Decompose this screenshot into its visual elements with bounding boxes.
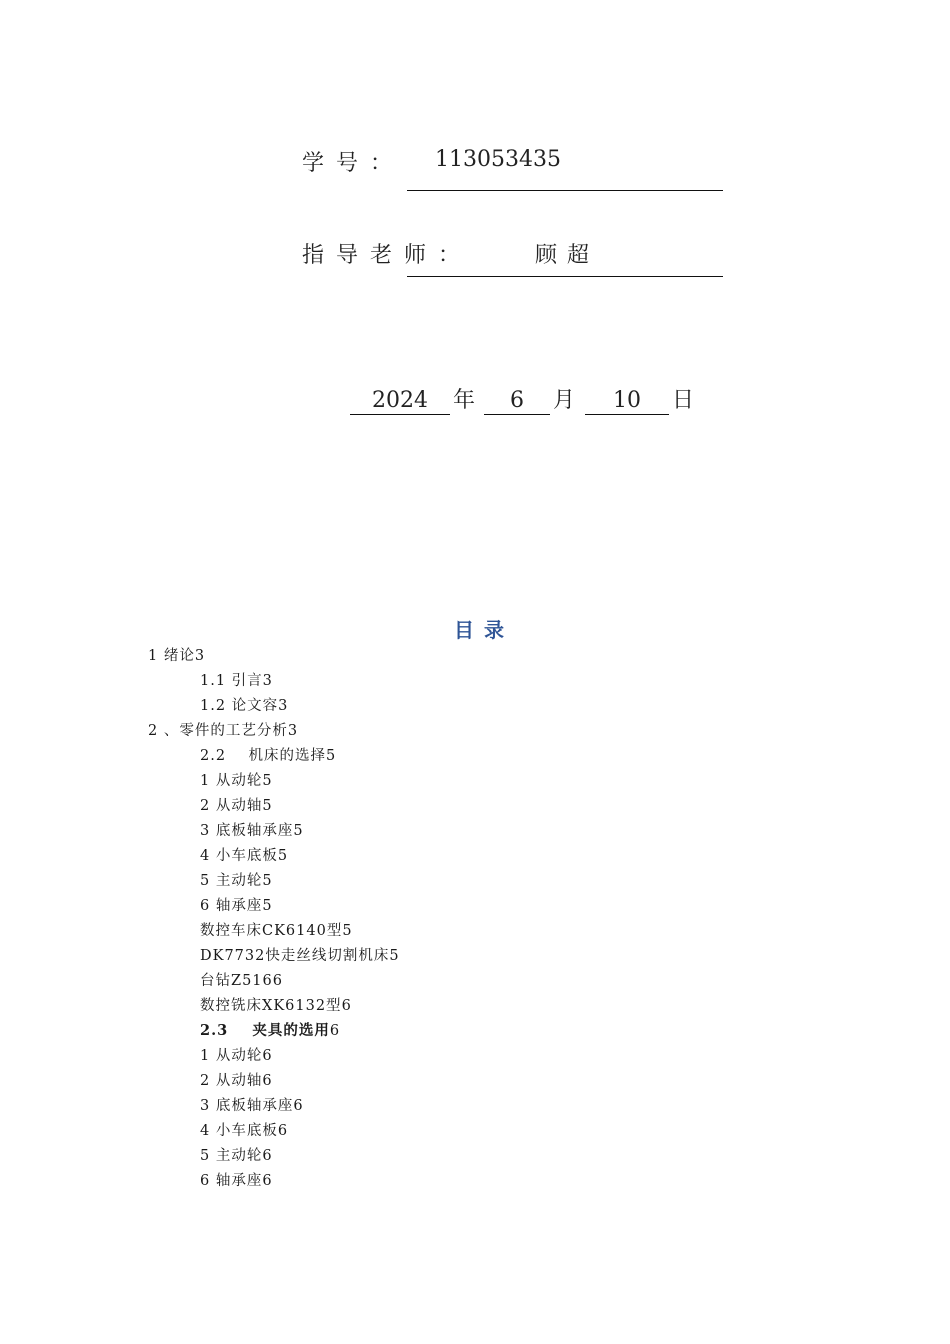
toc-item[interactable]: 2 从动轴5 <box>200 798 273 814</box>
toc-item-2-2[interactable]: 2.2 机床的选择5 <box>200 748 337 764</box>
toc-item[interactable]: 2 从动轴6 <box>200 1073 273 1089</box>
advisor-value: 顾超 <box>535 243 600 268</box>
toc-item-2[interactable]: 2 、零件的工艺分析3 <box>148 723 299 739</box>
date-month-unit: 月 <box>553 388 576 413</box>
toc-item[interactable]: 5 主动轮6 <box>200 1148 273 1164</box>
toc-item[interactable]: 6 轴承座6 <box>200 1173 273 1189</box>
toc-item[interactable]: 数控铣床XK6132型6 <box>200 998 352 1014</box>
toc-item[interactable]: 4 小车底板6 <box>200 1123 289 1139</box>
date-year-unit: 年 <box>453 388 476 413</box>
advisor-underline <box>407 276 723 277</box>
toc-item[interactable]: 台钻Z5166 <box>200 973 283 989</box>
toc-item[interactable]: 3 底板轴承座5 <box>200 823 304 839</box>
student-id-underline <box>407 190 723 191</box>
date-day: 10 <box>585 388 669 415</box>
student-id-label: 学号： <box>302 151 405 176</box>
toc-item-1[interactable]: 1 绪论3 <box>148 648 206 664</box>
toc-item[interactable]: 1 从动轮6 <box>200 1048 273 1064</box>
toc-item[interactable]: DK7732快走丝线切割机床5 <box>200 948 400 964</box>
toc-item-1-2[interactable]: 1.2 论文容3 <box>200 698 289 714</box>
date-day-unit: 日 <box>672 388 695 413</box>
toc-item[interactable]: 6 轴承座5 <box>200 898 273 914</box>
toc-item[interactable]: 5 主动轮5 <box>200 873 273 889</box>
student-id-value: 113053435 <box>435 147 561 172</box>
toc-item-2-3[interactable]: 2.3 夹具的选用6 <box>200 1022 341 1039</box>
date-year: 2024 <box>350 388 450 415</box>
toc-title: 目录 <box>454 618 514 642</box>
toc-item[interactable]: 1 从动轮5 <box>200 773 273 789</box>
toc-item[interactable]: 3 底板轴承座6 <box>200 1098 304 1114</box>
date-month: 6 <box>484 388 550 415</box>
advisor-label: 指导老师： <box>302 243 473 268</box>
toc-item[interactable]: 4 小车底板5 <box>200 848 289 864</box>
toc-item[interactable]: 数控车床CK6140型5 <box>200 923 353 939</box>
toc-item-1-1[interactable]: 1.1 引言3 <box>200 673 273 689</box>
